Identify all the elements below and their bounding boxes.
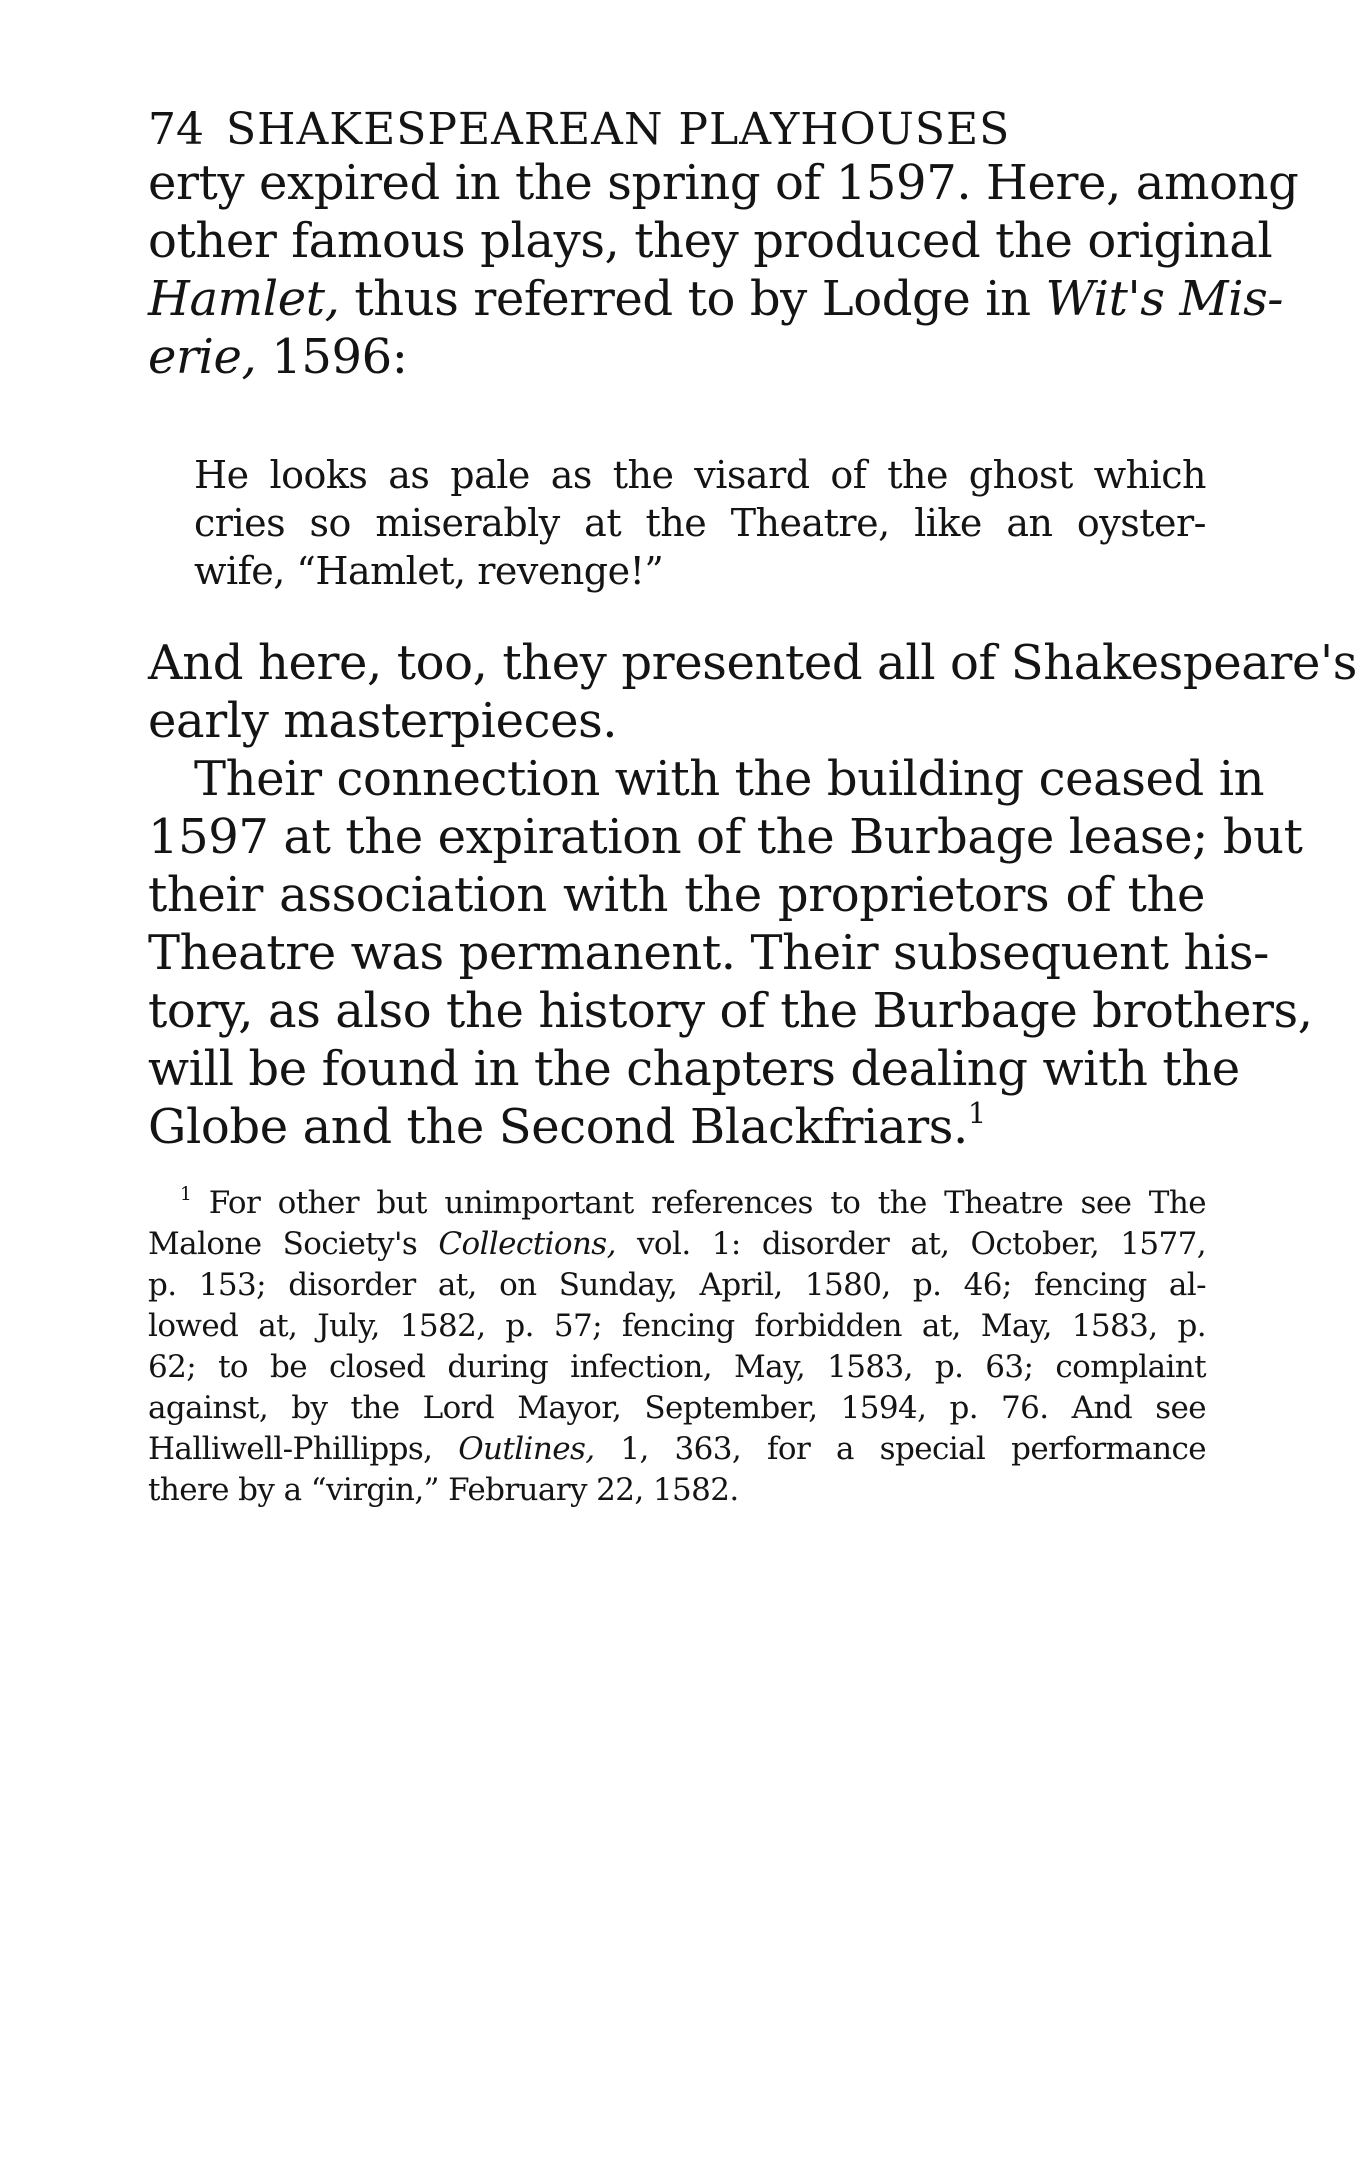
- body-line: And here, too, they presented all of Shakespeare's: [148, 635, 1358, 691]
- footnote-line: p. 153; disorder at, on Sunday, April, 1580, p. 46; fencing al-: [148, 1267, 1206, 1303]
- body-line: tory, as also the history of the Burbage brothers,: [148, 983, 1313, 1039]
- page-number: 74: [148, 104, 204, 155]
- body-line: their association with the proprietors of the: [148, 867, 1205, 923]
- footnote-line: Halliwell-Phillipps, Outlines, 1, 363, for a special performance: [148, 1431, 1206, 1467]
- title-wits-miserie: Wit's Mis-: [1045, 271, 1284, 327]
- title-outlines: Outlines,: [458, 1431, 595, 1467]
- footnote-line: $^1$ For other but unimportant references to the Theatre see The: [180, 1183, 1206, 1221]
- body-line: Theatre was permanent. Their subsequent his-: [148, 925, 1269, 981]
- body-line: Globe and the Second Blackfriars.$^1$: [148, 1095, 986, 1155]
- body-line: early masterpieces.: [148, 693, 618, 749]
- body-line: 1597 at the expiration of the Burbage lease; but: [148, 809, 1303, 865]
- footnote-line: Malone Society's Collections, vol. 1: disorder at, October, 1577,: [148, 1226, 1206, 1262]
- footnote-line: 62; to be closed during infection, May, 1583, p. 63; complaint: [148, 1349, 1206, 1385]
- quote-line: wife, “Hamlet, revenge!”: [194, 549, 664, 593]
- footnote-line: lowed at, July, 1582, p. 57; fencing forbidden at, May, 1583, p.: [148, 1308, 1206, 1344]
- body-line: erie, 1596:: [148, 329, 408, 385]
- footnote-reference[interactable]: 1: [967, 1095, 986, 1130]
- body-line: will be found in the chapters dealing with the: [148, 1041, 1240, 1097]
- body-line: Hamlet, thus referred to by Lodge in Wit's Mis-: [148, 271, 1284, 327]
- body-line: erty expired in the spring of 1597. Here, among: [148, 155, 1299, 211]
- quote-line: He looks as pale as the visard of the ghost which: [194, 453, 1206, 497]
- footnote-line: there by a “virgin,” February 22, 1582.: [148, 1472, 739, 1508]
- title-hamlet: Hamlet,: [148, 271, 340, 327]
- footnote-marker: 1: [180, 1183, 192, 1205]
- footnote-line: against, by the Lord Mayor, September, 1594, p. 76. And see: [148, 1390, 1206, 1426]
- title-collections: Collections,: [438, 1226, 616, 1262]
- body-line: other famous plays, they produced the original: [148, 213, 1273, 269]
- quote-line: cries so miserably at the Theatre, like an oyster-: [194, 501, 1206, 545]
- running-head-title: SHAKESPEAREAN PLAYHOUSES: [226, 104, 1011, 155]
- body-line: Their connection with the building ceased in: [194, 751, 1265, 807]
